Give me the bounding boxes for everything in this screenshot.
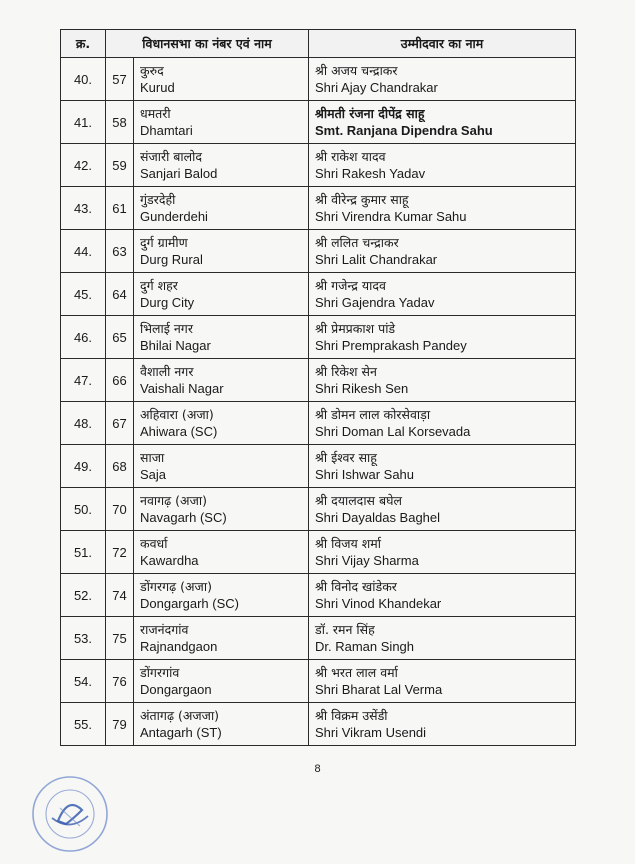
row-constituency-number: 67 [106,402,134,445]
row-candidate [309,230,576,273]
row-candidate [309,58,576,101]
table-row [61,359,576,402]
constituency-name-hindi: धमतरी [140,105,171,121]
candidate-name-english: Shri Ajay Chandrakar [315,79,438,95]
row-candidate [309,187,576,230]
constituency-name-english: Rajnandgaon [140,638,218,654]
row-serial: 44. [61,230,106,273]
candidate-name-hindi: श्री विनोद खांडेकर [315,578,397,594]
table-header-row [61,30,576,58]
row-constituency [134,617,309,660]
row-constituency [134,445,309,488]
constituency-name-english: Kurud [140,79,175,95]
row-constituency [134,273,309,316]
row-candidate [309,101,576,144]
constituency-name-english: Durg Rural [140,251,203,267]
candidate-name-english: Shri Doman Lal Korsevada [315,423,471,439]
row-constituency-number: 59 [106,144,134,187]
candidate-name-hindi: श्री प्रेमप्रकाश पांडे [315,320,396,336]
row-candidate [309,617,576,660]
row-serial: 55. [61,703,106,746]
row-candidate [309,488,576,531]
constituency-name-english: Vaishali Nagar [140,380,224,396]
table-row [61,101,576,144]
row-serial: 50. [61,488,106,531]
table-row [61,58,576,101]
constituency-name-hindi: दुर्ग ग्रामीण [140,234,188,250]
row-serial: 43. [61,187,106,230]
table-row [61,144,576,187]
table-row [61,531,576,574]
candidate-name-english: Shri Vijay Sharma [315,552,419,568]
row-serial: 48. [61,402,106,445]
constituency-name-english: Antagarh (ST) [140,724,222,740]
candidate-name-hindi: श्री भरत लाल वर्मा [315,664,398,680]
candidate-name-english: Shri Vinod Khandekar [315,595,442,611]
constituency-name-english: Durg City [140,294,195,310]
row-candidate [309,316,576,359]
row-candidate [309,531,576,574]
table-row [61,488,576,531]
candidate-name-hindi: श्री विक्रम उसेंडी [315,707,388,723]
row-constituency-number: 63 [106,230,134,273]
row-candidate [309,445,576,488]
row-constituency [134,187,309,230]
constituency-name-hindi: दुर्ग शहर [140,277,178,293]
constituency-name-english: Sanjari Balod [140,165,218,181]
row-constituency [134,316,309,359]
constituency-name-hindi: वैशाली नगर [140,363,194,379]
row-constituency-number: 61 [106,187,134,230]
row-constituency [134,58,309,101]
candidate-name-english: Shri Ishwar Sahu [315,466,415,482]
candidate-name-hindi: श्री गजेन्द्र यादव [315,277,386,293]
constituency-name-hindi: डोंगरगांव [140,664,180,680]
table-row [61,230,576,273]
candidate-name-english: Dr. Raman Singh [315,638,415,654]
row-serial: 51. [61,531,106,574]
row-serial: 52. [61,574,106,617]
constituency-name-hindi: संजारी बालोद [140,148,203,164]
candidate-name-hindi: डॉ. रमन सिंह [315,621,375,637]
candidate-name-english: Shri Lalit Chandrakar [315,251,438,267]
row-candidate [309,402,576,445]
row-constituency-number: 76 [106,660,134,703]
constituency-name-hindi: गुंडरदेही [140,191,176,207]
row-serial: 40. [61,58,106,101]
candidate-name-hindi: श्री ललित चन्द्राकर [315,234,399,250]
row-constituency [134,660,309,703]
row-serial: 54. [61,660,106,703]
row-candidate [309,359,576,402]
constituency-name-english: Dongargaon [140,681,212,697]
table-body [61,58,576,746]
row-constituency-number: 68 [106,445,134,488]
table-row [61,574,576,617]
table-row [61,273,576,316]
page-number: 8 [314,763,321,775]
row-constituency [134,101,309,144]
row-constituency-number: 74 [106,574,134,617]
row-serial: 41. [61,101,106,144]
constituency-name-hindi: कवर्धा [140,535,168,551]
constituency-name-hindi: नवागढ़ (अजा) [140,492,207,508]
table-row [61,316,576,359]
row-constituency-number: 57 [106,58,134,101]
constituency-name-english: Saja [140,466,167,482]
row-constituency-number: 65 [106,316,134,359]
constituency-name-english: Ahiwara (SC) [140,423,218,439]
row-constituency [134,574,309,617]
row-candidate [309,273,576,316]
candidate-name-hindi: श्री राकेश यादव [315,148,386,164]
candidate-name-english: Shri Dayaldas Baghel [315,509,441,525]
row-serial: 53. [61,617,106,660]
row-candidate [309,660,576,703]
constituency-name-hindi: साजा [140,449,165,465]
row-serial: 47. [61,359,106,402]
constituency-name-english: Navagarh (SC) [140,509,227,525]
row-constituency [134,144,309,187]
constituency-name-english: Gunderdehi [140,208,208,224]
table-row [61,660,576,703]
candidate-name-english: Shri Rikesh Sen [315,380,409,396]
candidate-name-english: Shri Rakesh Yadav [315,165,426,181]
candidate-name-english: Shri Vikram Usendi [315,724,427,740]
header-candidate: उम्मीदवार का नाम [309,30,576,58]
constituency-name-hindi: राजनंदगांव [140,621,189,637]
row-constituency [134,488,309,531]
candidate-name-hindi: श्री दयालदास बघेल [315,492,402,508]
candidate-name-hindi: श्री रिकेश सेन [315,363,377,379]
candidate-name-hindi: श्रीमती रंजना दीपेंद्र साहू [315,105,425,121]
constituency-name-hindi: अंतागढ़ (अजजा) [140,707,220,723]
row-constituency-number: 64 [106,273,134,316]
table-row [61,617,576,660]
table-row [61,187,576,230]
row-candidate [309,144,576,187]
row-serial: 49. [61,445,106,488]
row-serial: 42. [61,144,106,187]
candidate-name-english: Smt. Ranjana Dipendra Sahu [315,122,493,138]
candidate-name-hindi: श्री वीरेन्द्र कुमार साहू [315,191,409,207]
row-constituency-number: 58 [106,101,134,144]
row-serial: 46. [61,316,106,359]
candidate-name-hindi: श्री विजय शर्मा [315,535,381,551]
row-candidate [309,703,576,746]
constituency-name-hindi: कुरुद [140,62,164,78]
row-constituency-number: 79 [106,703,134,746]
candidate-name-hindi: श्री ईश्वर साहू [315,449,377,465]
constituency-name-hindi: डोंगरगढ़ (अजा) [140,578,212,594]
row-constituency [134,402,309,445]
row-constituency-number: 66 [106,359,134,402]
party-seal-icon [30,774,110,854]
constituency-name-hindi: भिलाई नगर [140,320,193,336]
row-constituency-number: 72 [106,531,134,574]
constituency-name-english: Dongargarh (SC) [140,595,239,611]
row-serial: 45. [61,273,106,316]
table-row [61,402,576,445]
row-candidate [309,574,576,617]
row-constituency [134,359,309,402]
candidate-name-hindi: श्री डोमन लाल कोरसेवाड़ा [315,406,431,422]
header-assembly: विधानसभा का नंबर एवं नाम [106,30,309,58]
constituency-name-hindi: अहिवारा (अजा) [140,406,214,422]
constituency-name-english: Bhilai Nagar [140,337,211,353]
candidate-name-english: Shri Virendra Kumar Sahu [315,208,467,224]
row-constituency [134,531,309,574]
row-constituency [134,230,309,273]
row-constituency-number: 70 [106,488,134,531]
candidate-name-english: Shri Bharat Lal Verma [315,681,443,697]
candidate-name-english: Shri Premprakash Pandey [315,337,467,353]
candidate-table [60,29,576,746]
constituency-name-english: Kawardha [140,552,199,568]
table-row [61,703,576,746]
header-serial: क्र. [61,30,106,58]
table-row [61,445,576,488]
candidate-name-english: Shri Gajendra Yadav [315,294,435,310]
candidate-name-hindi: श्री अजय चन्द्राकर [315,62,398,78]
constituency-name-english: Dhamtari [140,122,193,138]
row-constituency-number: 75 [106,617,134,660]
row-constituency [134,703,309,746]
